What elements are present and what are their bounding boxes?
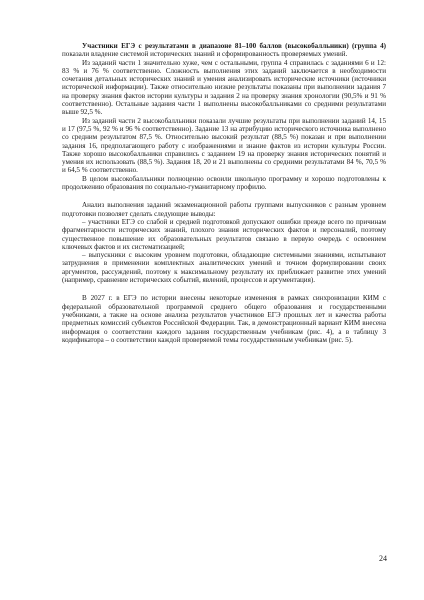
conclusions-intro-paragraph: Анализ выполнения заданий экзаменационной работы группами выпускников с разным уровнем подготовки позволяет сделать следующие выводы:	[62, 201, 386, 218]
changes-2027-paragraph: В 2027 г. в ЕГЭ по истории внесены некоторые изменения в рамках синхронизации КИМ с федеральной образовательной программой среднего общего образования и государственными учебниками, а также на основе анализа результатов участников ЕГЭ прошлых лет и качества работы предметных комиссий субъектов Российской Федерации. Так, в демонстрационный вариант КИМ внесена информация о соответствии каждого задания государственным учебникам (рис. 4), а в таблицу 3 кодификатора – о соответствии каждой проверяемой темы государственным учебникам (рис. 5).	[62, 294, 386, 344]
page-number: 24	[379, 554, 387, 563]
group4-heading-rest: показали владение системой исторических знаний и сформированность проверяемых умений.	[62, 50, 348, 59]
group4-intro-paragraph	[62, 42, 386, 59]
conclusion-weak-students: – участники ЕГЭ со слабой и средней подготовкой допускают ошибки прежде всего по причинам фрагментарности исторических знаний, плохого знания исторических фактов и персоналий, поэтому существенное повышение их образовательных результатов связано в первую очередь с освоением ключевых фактов и их систематизацией;	[62, 217, 386, 251]
part1-results-paragraph: Из заданий части 1 значительно хуже, чем с остальными, группа 4 справилась с заданиями 6 и 12: 83 % и 76 % соответственно. Сложность выполнения этих заданий заключается в необходимости сочетания детальных исторических знаний и умения анализировать исторические источники (источники исторической информации). Также относительно низкие результаты показаны при выполнении задания 7 на проверку знания фактов истории культуры и задания 2 на проверку знания хронологии (90,5% и 91 % соответственно). Остальные задания части 1 выполнены высокобалльниками со средними результатами выше 92,5 %.	[62, 58, 386, 117]
section-gap	[62, 191, 386, 201]
section-gap	[62, 284, 386, 294]
group4-summary-paragraph: В целом высокобалльники полноценно освоили школьную программу и хорошо подготовлены к продолжению образования по социально-гуманитарному профилю.	[62, 174, 386, 192]
group4-heading: Участники ЕГЭ с результатами в диапазоне 81–100 баллов (высокобалльники) (группа 4)	[82, 42, 386, 50]
part2-results-paragraph: Из заданий части 2 высокобалльники показали лучшие результаты при выполнении заданий 14, 15 и 17 (97,5 %, 92 % и 96 % соответственно). Задание 13 на атрибуцию исторического источника выполнено со средним результатом 87,5 %. Относительно высокий результат (88,5 %) показан и при выполнении задания 16, предполагающего работу с изображениями и знание фактов из истории культуры России. Также хорошо высокобалльники справились с заданием 19 на проверку знания исторических понятий и умения их использовать (88,5 %). Задания 18, 20 и 21 выполнены со средними результатами 84 %, 70,5 % и 64,5 % соответственно.	[62, 116, 386, 175]
page-body	[62, 42, 386, 344]
conclusion-strong-students: – выпускники с высоким уровнем подготовки, обладающие системными знаниями, испытывают затруднения в применении комплектных аналитических умений и точном формулировании своих аргументов, рассуждений, поэтому к максимальному результату их приближает развитие этих умений (например, сравнение исторических событий, явлений, процессов и аргументация).	[62, 251, 386, 285]
